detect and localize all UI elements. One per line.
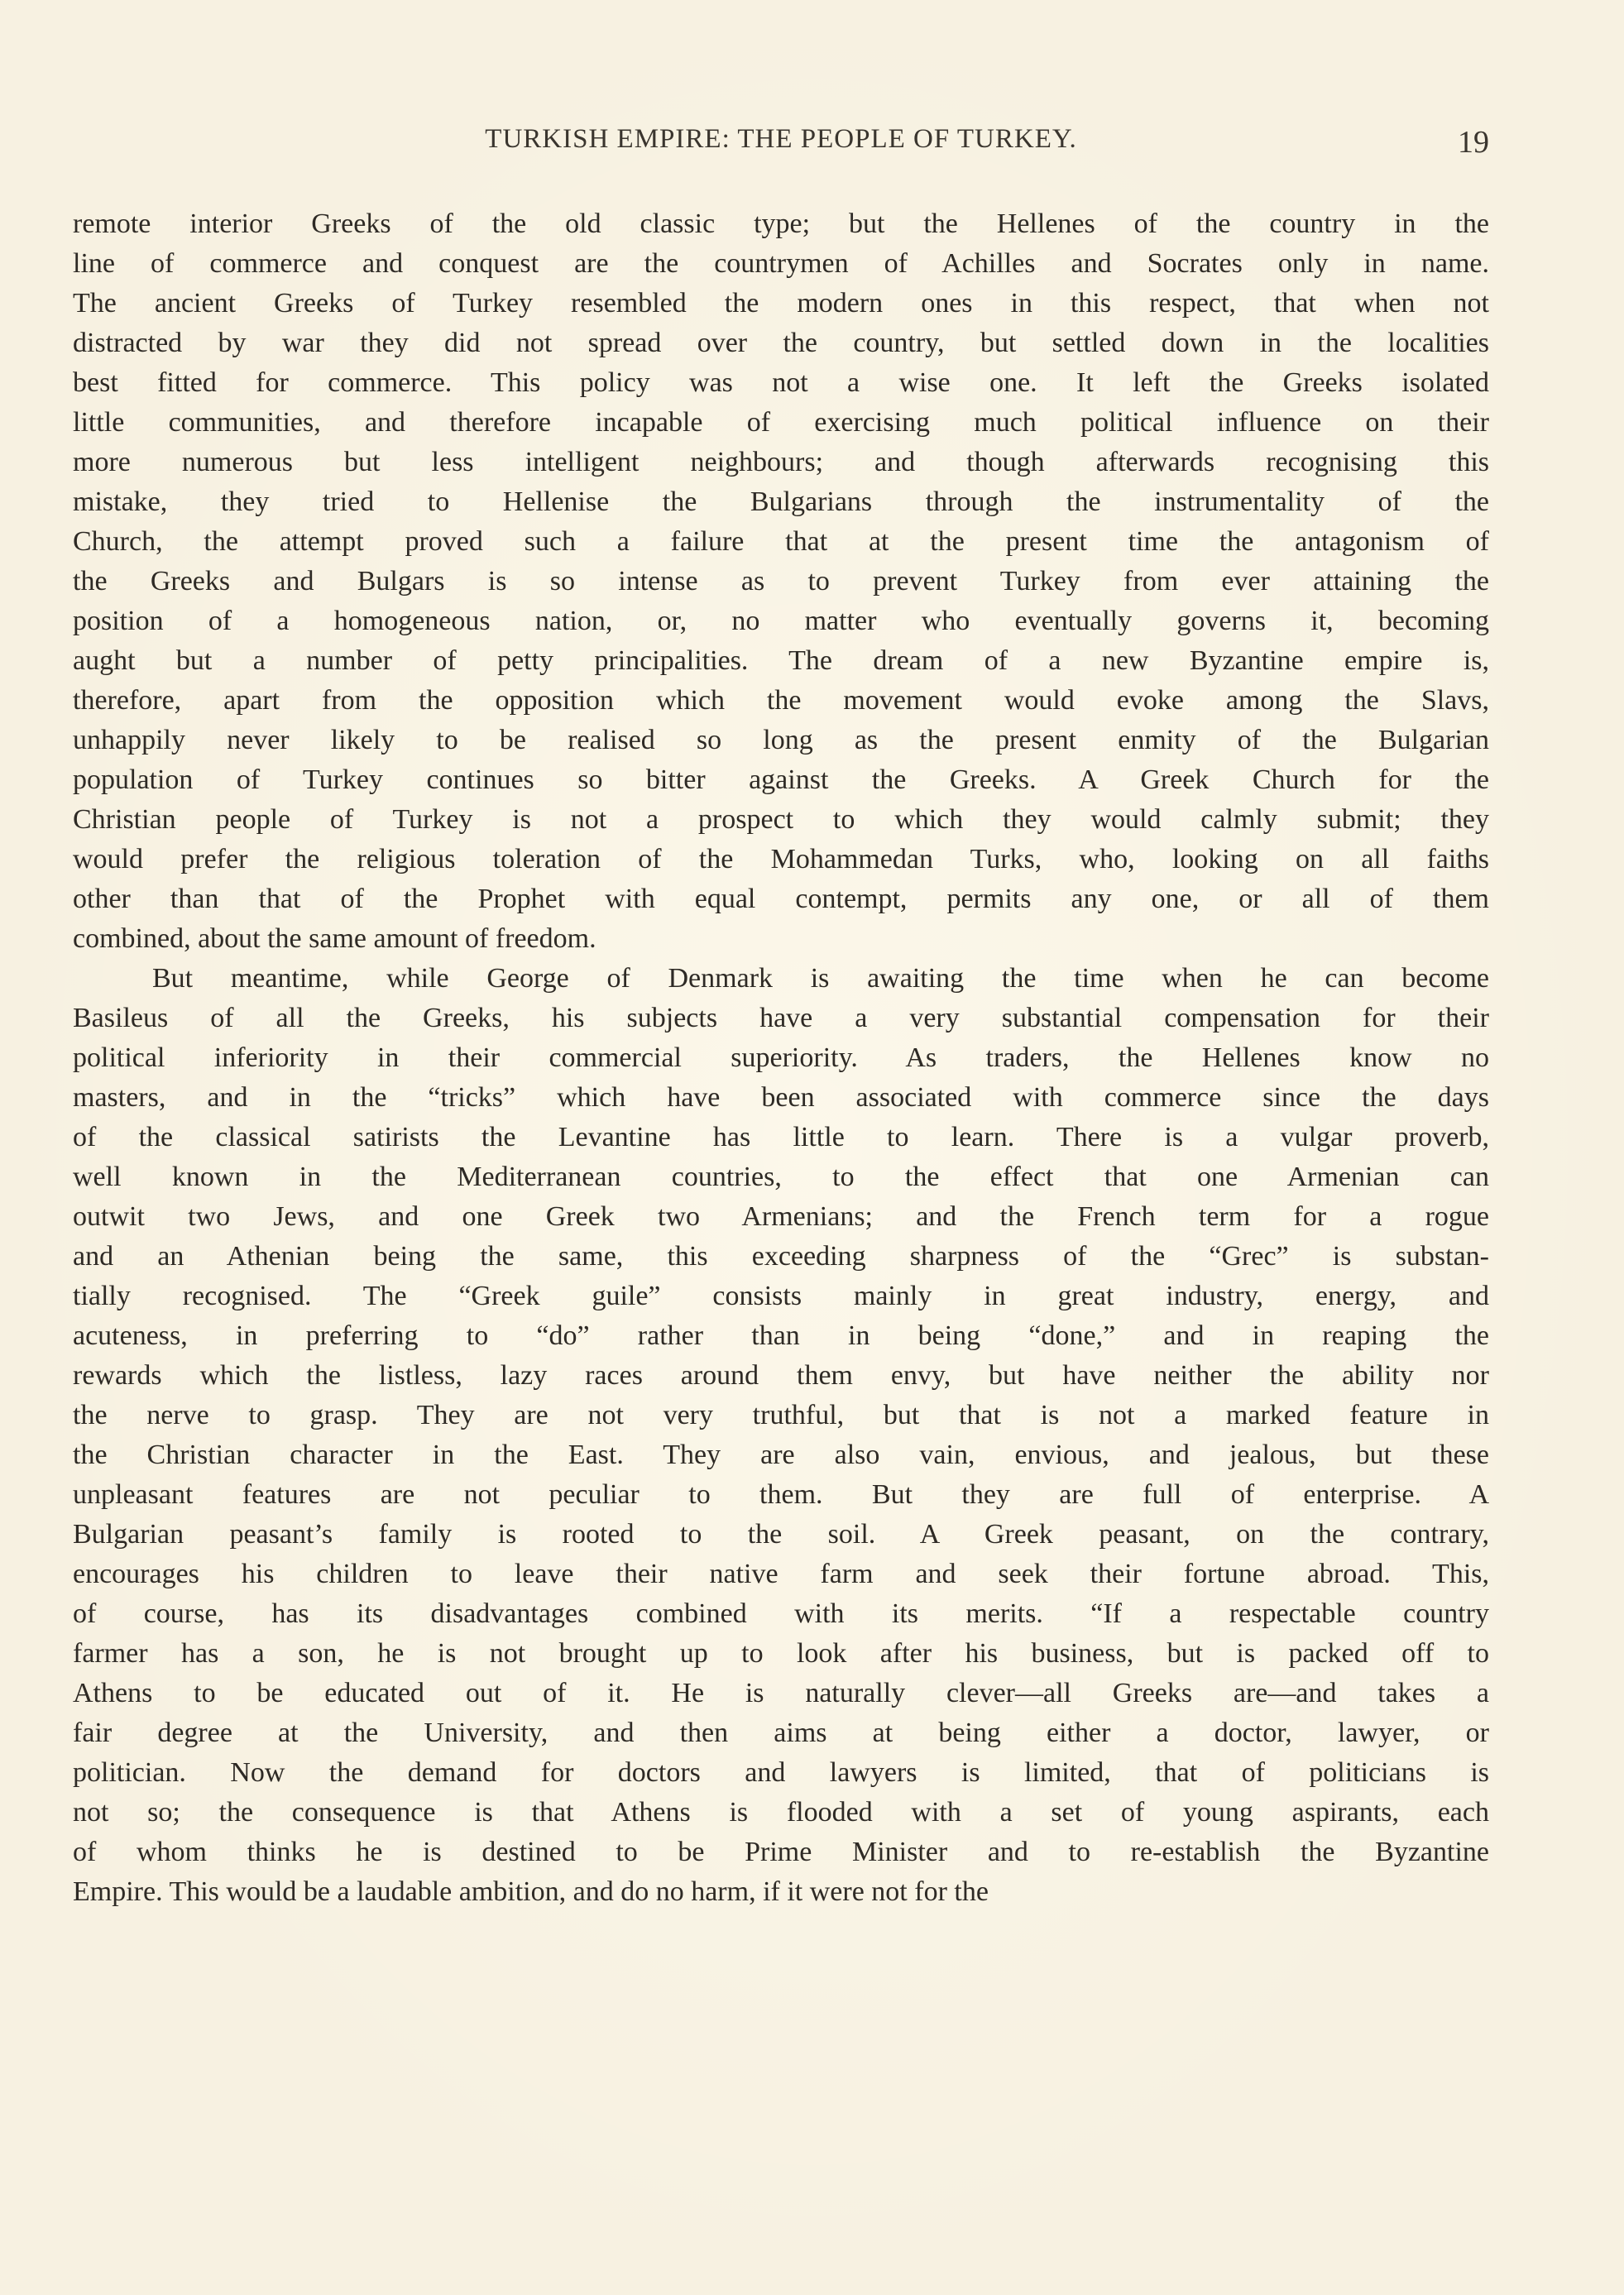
text-line (73, 760, 1489, 800)
text-line-content: the nerve to grasp. They are not very truthful, but that is not a marked feature in (73, 1400, 1489, 1430)
text-line-content: of the classical satirists the Levantine has little to learn. There is a vulgar proverb, (73, 1122, 1489, 1152)
text-line (73, 1555, 1489, 1594)
text-line-content: masters, and in the “tricks” which have been associated with commerce since the days (73, 1082, 1489, 1113)
text-line (73, 681, 1489, 721)
text-line-content: the Greeks and Bulgars is so intense as to prevent Turkey from ever attaining the (73, 566, 1489, 597)
text-line (73, 403, 1489, 443)
text-line-content: would prefer the religious toleration of the Mohammedan Turks, who, looking on all faiths (73, 844, 1489, 874)
text-line (73, 1515, 1489, 1555)
text-line-content: Basileus of all the Greeks, his subjects have a very substantial compensation for their (73, 1003, 1489, 1033)
text-line (73, 840, 1489, 879)
text-line-content: But meantime, while George of Denmark is awaiting the time when he can become (152, 963, 1489, 994)
text-line-content: well known in the Mediterranean countries, to the effect that one Armenian can (73, 1162, 1489, 1192)
page-number: 19 (1458, 125, 1489, 160)
page-header (73, 124, 1489, 165)
text-line (73, 1833, 1489, 1872)
text-line (73, 1038, 1489, 1078)
text-line (73, 1793, 1489, 1833)
text-line (73, 482, 1489, 522)
text-line (73, 959, 1489, 999)
text-line-content: little communities, and therefore incapable of exercising much political influence on their (73, 407, 1489, 438)
text-line-content: other than that of the Prophet with equal contempt, permits any one, or all of them (73, 884, 1489, 914)
text-line-content: Athens to be educated out of it. He is naturally clever—all Greeks are—and takes a (73, 1678, 1489, 1708)
text-line (73, 443, 1489, 482)
text-line-content: rewards which the listless, lazy races around them envy, but have neither the ability nor (73, 1360, 1489, 1391)
text-line (73, 522, 1489, 562)
text-line (73, 919, 1489, 959)
text-line-content: population of Turkey continues so bitter against the Greeks. A Greek Church for the (73, 764, 1489, 795)
text-line-content: best fitted for commerce. This policy was not a wise one. It left the Greeks isolated (73, 367, 1489, 398)
text-line (73, 363, 1489, 403)
text-line-content: The ancient Greeks of Turkey resembled the modern ones in this respect, that when not (73, 288, 1489, 319)
text-line-content: of whom thinks he is destined to be Prime Minister and to re-establish the Byzantine (73, 1837, 1489, 1867)
body-text (73, 204, 1489, 1912)
text-line (73, 1118, 1489, 1157)
text-line (73, 999, 1489, 1038)
text-line-content: not so; the consequence is that Athens is flooded with a set of young aspirants, each (73, 1797, 1489, 1828)
text-line-content: mistake, they tried to Hellenise the Bulgarians through the instrumentality of the (73, 486, 1489, 517)
text-line-content: Church, the attempt proved such a failure that at the present time the antagonism of (73, 526, 1489, 557)
text-line-content: outwit two Jews, and one Greek two Armenians; and the French term for a rogue (73, 1201, 1489, 1232)
text-line-content: more numerous but less intelligent neighbours; and though afterwards recognising this (73, 447, 1489, 477)
text-line (73, 1475, 1489, 1515)
text-line (73, 1713, 1489, 1753)
text-line-content: combined, about the same amount of freedom. (73, 923, 596, 954)
text-line (73, 1157, 1489, 1197)
text-line-content: tially recognised. The “Greek guile” consists mainly in great industry, energy, and (73, 1281, 1489, 1311)
text-line (73, 601, 1489, 641)
text-line-content: Empire. This would be a laudable ambition, and do no harm, if it were not for the (73, 1876, 989, 1907)
text-line (73, 1594, 1489, 1634)
text-line (73, 641, 1489, 681)
text-line-content: Bulgarian peasant’s family is rooted to the soil. A Greek peasant, on the contrary, (73, 1519, 1489, 1550)
text-line (73, 244, 1489, 284)
text-line-content: Christian people of Turkey is not a prospect to which they would calmly submit; they (73, 804, 1489, 835)
text-line (73, 1356, 1489, 1396)
paragraph (73, 204, 1489, 959)
text-line (73, 284, 1489, 323)
text-line-content: political inferiority in their commercial superiority. As traders, the Hellenes know no (73, 1042, 1489, 1073)
text-line (73, 1316, 1489, 1356)
text-line (73, 1435, 1489, 1475)
text-line-content: aught but a number of petty principalities. The dream of a new Byzantine empire is, (73, 645, 1489, 676)
text-line (73, 1634, 1489, 1674)
text-line-content: unhappily never likely to be realised so long as the present enmity of the Bulgarian (73, 725, 1489, 755)
running-title: TURKISH EMPIRE: THE PEOPLE OF TURKEY. (485, 124, 1077, 154)
text-line (73, 1277, 1489, 1316)
text-line-content: farmer has a son, he is not brought up to look after his business, but is packed off to (73, 1638, 1489, 1669)
text-line (73, 323, 1489, 363)
text-line (73, 204, 1489, 244)
text-line (73, 800, 1489, 840)
text-line (73, 562, 1489, 601)
paragraph (73, 959, 1489, 1912)
text-line-content: politician. Now the demand for doctors and lawyers is limited, that of politicians is (73, 1757, 1489, 1788)
text-line-content: the Christian character in the East. They are also vain, envious, and jealous, but these (73, 1440, 1489, 1470)
text-line (73, 1872, 1489, 1912)
text-line-content: encourages his children to leave their native farm and seek their fortune abroad. This, (73, 1559, 1489, 1589)
text-line (73, 879, 1489, 919)
text-line (73, 1753, 1489, 1793)
text-line-content: line of commerce and conquest are the countrymen of Achilles and Socrates only in name. (73, 248, 1489, 279)
text-line (73, 1078, 1489, 1118)
text-line (73, 721, 1489, 760)
text-line-content: fair degree at the University, and then aims at being either a doctor, lawyer, or (73, 1718, 1489, 1748)
text-line-content: distracted by war they did not spread over the country, but settled down in the localities (73, 328, 1489, 358)
text-line-content: acuteness, in preferring to “do” rather than in being “done,” and in reaping the (73, 1320, 1489, 1351)
text-line-content: therefore, apart from the opposition which the movement would evoke among the Slavs, (73, 685, 1489, 716)
text-line-content: unpleasant features are not peculiar to them. But they are full of enterprise. A (73, 1479, 1489, 1510)
text-line-content: position of a homogeneous nation, or, no matter who eventually governs it, becoming (73, 606, 1489, 636)
text-line (73, 1674, 1489, 1713)
text-line-content: of course, has its disadvantages combined with its merits. “If a respectable country (73, 1598, 1489, 1629)
text-line (73, 1197, 1489, 1237)
text-line (73, 1237, 1489, 1277)
text-line (73, 1396, 1489, 1435)
text-line-content: and an Athenian being the same, this exceeding sharpness of the “Grec” is substan- (73, 1241, 1489, 1272)
text-line-content: remote interior Greeks of the old classic type; but the Hellenes of the country in the (73, 208, 1489, 239)
